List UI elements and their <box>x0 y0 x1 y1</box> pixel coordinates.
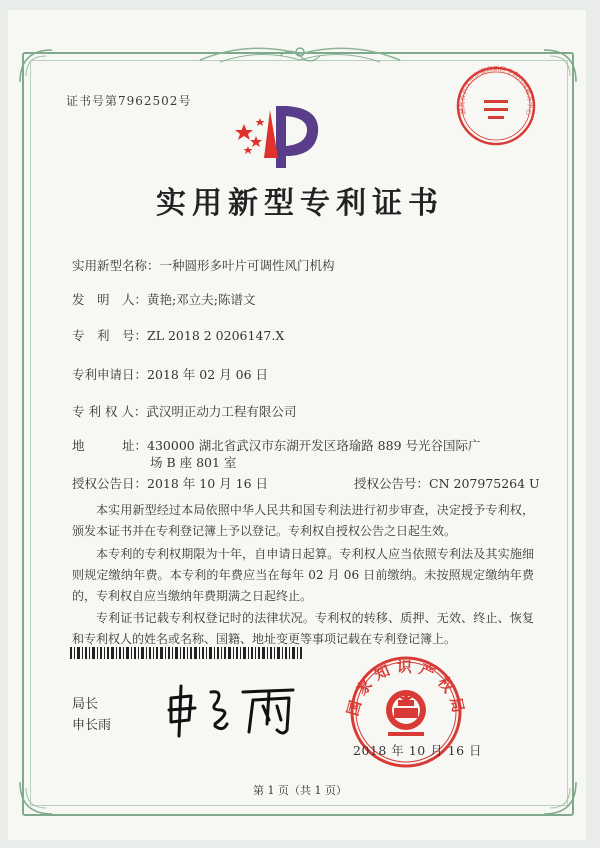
corner-ornament-icon <box>16 46 56 86</box>
filing-date-value: 2018 年 02 月 06 日 <box>147 367 269 382</box>
agency-seal-text: 湖北省武汉市东湖高新区专利代理服务中心 <box>457 64 535 117</box>
patent-number-row <box>72 326 284 344</box>
seal-text: 国家知识产权局 <box>343 657 469 721</box>
top-ornament-icon <box>190 40 410 70</box>
address-line-1: 430000 湖北省武汉市东湖开发区珞瑜路 889 号光谷国际广 <box>147 438 481 453</box>
utility-model-name-label: 实用新型名称： <box>72 258 160 273</box>
grant-date-row <box>72 474 268 492</box>
agency-seal-icon <box>454 64 538 148</box>
body-paragraph: 本实用新型经过本局依照中华人民共和国专利法进行初步审查，决定授予专利权，颁发本证书并在专利登记簿上予以登记。专利权自授权公告之日起生效。 <box>72 503 534 538</box>
grant-date-label: 授权公告日： <box>72 476 148 491</box>
certificate-number: 证书号第7962502号 <box>66 94 192 108</box>
grant-date-value: 2018 年 10 月 16 日 <box>147 476 269 491</box>
page-title: 实用新型专利证书 <box>156 186 444 221</box>
inventor-label: 发 明 人： <box>72 292 148 307</box>
inventor-value: 黄艳;邓立夫;陈谱文 <box>147 292 256 307</box>
utility-model-name-row <box>72 256 335 274</box>
corner-ornament-icon <box>540 46 580 86</box>
patentee-label: 专 利 权 人： <box>72 404 147 419</box>
grant-number-label: 授权公告号： <box>354 476 430 491</box>
barcode-icon <box>70 647 302 659</box>
patent-number-label: 专 利 号： <box>72 328 148 343</box>
page-number: 第 1 页（共 1 页） <box>253 784 347 797</box>
address-label: 地 址： <box>72 438 148 453</box>
address-row <box>72 436 481 454</box>
patentee-value: 武汉明正动力工程有限公司 <box>146 404 297 419</box>
patentee-row <box>72 402 296 420</box>
grant-number-row <box>354 474 540 492</box>
utility-model-name-value: 一种圆形多叶片可调性风门机构 <box>159 258 335 273</box>
filing-date-label: 专利申请日： <box>72 367 148 382</box>
seal-date: 2018 年 10 月 16 日 <box>353 743 482 758</box>
body-paragraph: 专利证书记载专利权登记时的法律状况。专利权的转移、质押、无效、终止、恢复和专利权人的姓名或名称、国籍、地址变更等事项记载在专利登记簿上。 <box>72 611 534 646</box>
grant-number-value: CN 207975264 U <box>429 476 540 491</box>
filing-date-row <box>72 365 268 383</box>
director-label: 局长 <box>72 697 99 712</box>
cnipa-logo-icon <box>234 98 326 170</box>
body-paragraph: 本专利的专利权期限为十年，自申请日起算。专利权人应当依照专利法及其实施细则规定缴纳年费。本专利的年费应当在每年 02 月 06 日前缴纳。未按照规定缴纳年费的，专利权自应当缴纳年费期满之日起终止。 <box>72 547 534 603</box>
address-line-2: 场 B 座 801 室 <box>150 455 237 470</box>
director-name: 申长雨 <box>72 718 112 733</box>
inventor-row <box>72 290 255 308</box>
patent-number-value: ZL 2018 2 0206147.X <box>147 328 285 343</box>
signature-icon <box>165 680 305 740</box>
